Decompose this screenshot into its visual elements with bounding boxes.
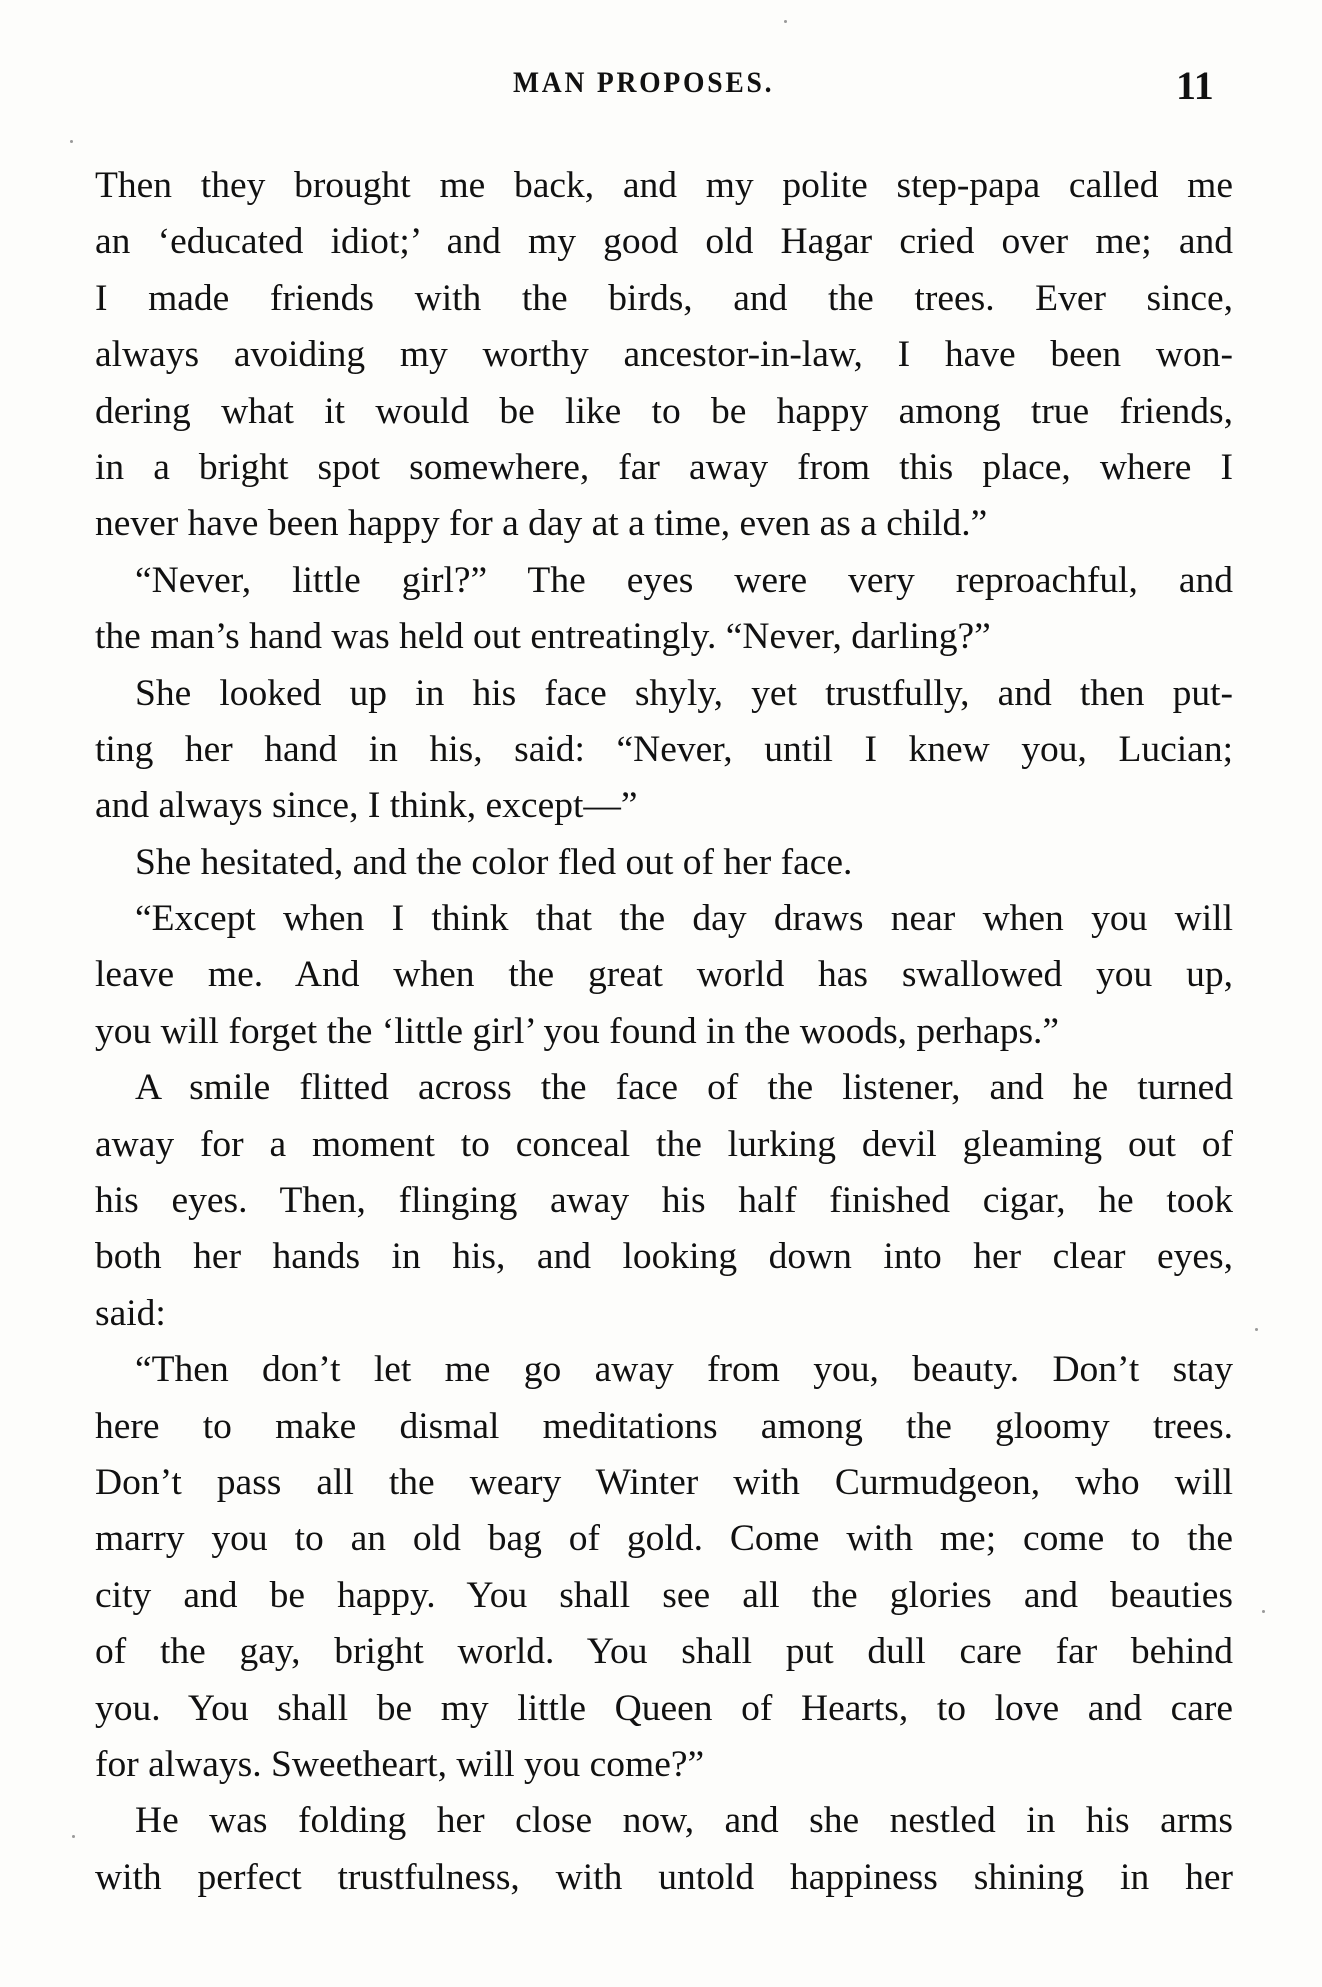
text-line: said: [95,1292,166,1334]
text-line: I made friends with the birds, and the trees. Ever since, [95,277,1233,319]
text-line: Don’t pass all the weary Winter with Curmudgeon, who will [95,1461,1233,1503]
text-line: dering what it would be like to be happy among true friends, [95,390,1233,432]
text-line: an ‘educated idiot;’ and my good old Hagar cried over me; and [95,221,1233,263]
paragraph [95,666,1233,835]
paper-speck [1262,1610,1265,1613]
paragraph [95,1793,1233,1906]
text-line: in a bright spot somewhere, far away from this place, where I [95,446,1233,488]
text-line: you will forget the ‘little girl’ you found in the woods, perhaps.” [95,1010,1060,1052]
paragraph [95,1342,1233,1793]
text-line: He was folding her close now, and she nestled in his arms [135,1800,1233,1842]
text-line: always avoiding my worthy ancestor-in-law, I have been won- [95,334,1233,376]
text-line: and always since, I think, except—” [95,785,638,827]
text-line: here to make dismal meditations among the gloomy trees. [95,1405,1233,1447]
text-line: “Never, little girl?” The eyes were very reproachful, and [135,559,1233,601]
text-line: his eyes. Then, flinging away his half finished cigar, he took [95,1180,1233,1222]
text-line: She looked up in his face shyly, yet trustfully, and then put- [135,672,1233,714]
text-line: “Then don’t let me go away from you, beauty. Don’t stay [135,1349,1233,1391]
text-line: for always. Sweetheart, will you come?” [95,1743,705,1785]
running-title: MAN PROPOSES. [513,66,775,99]
paragraph [95,835,1233,891]
paragraph [95,158,1233,553]
page-number: 11 [1176,63,1214,108]
text-line: Then they brought me back, and my polite step-papa called me [95,165,1233,206]
text-line: you. You shall be my little Queen of Hearts, to love and care [95,1687,1233,1729]
body-text [95,158,1233,1906]
paper-speck [70,140,73,143]
text-line: She hesitated, and the color fled out of her face. [135,841,853,883]
text-line: city and be happy. You shall see all the glories and beauties [95,1574,1233,1616]
text-line: marry you to an old bag of gold. Come with me; come to the [95,1518,1233,1560]
text-line: A smile flitted across the face of the listener, and he turned [135,1067,1233,1109]
running-head [0,62,1322,112]
paragraph [95,891,1233,1060]
text-line: with perfect trustfulness, with untold happiness shining in her [95,1856,1233,1898]
paper-speck [784,20,787,23]
text-line: the man’s hand was held out entreatingly. “Never, darling?” [95,616,991,658]
paper-speck [72,1835,75,1838]
text-line: both her hands in his, and looking down into her clear eyes, [95,1236,1233,1278]
paragraph [95,1060,1233,1342]
text-line: “Except when I think that the day draws near when you will [135,898,1233,940]
text-line: away for a moment to conceal the lurking devil gleaming out of [95,1123,1233,1165]
text-line: leave me. And when the great world has swallowed you up, [95,954,1233,996]
text-line: ting her hand in his, said: “Never, until I knew you, Lucian; [95,728,1233,770]
text-line: of the gay, bright world. You shall put dull care far behind [95,1631,1233,1673]
text-line: never have been happy for a day at a time, even as a child.” [95,503,988,545]
paragraph [95,553,1233,666]
paper-speck [1255,1328,1258,1331]
